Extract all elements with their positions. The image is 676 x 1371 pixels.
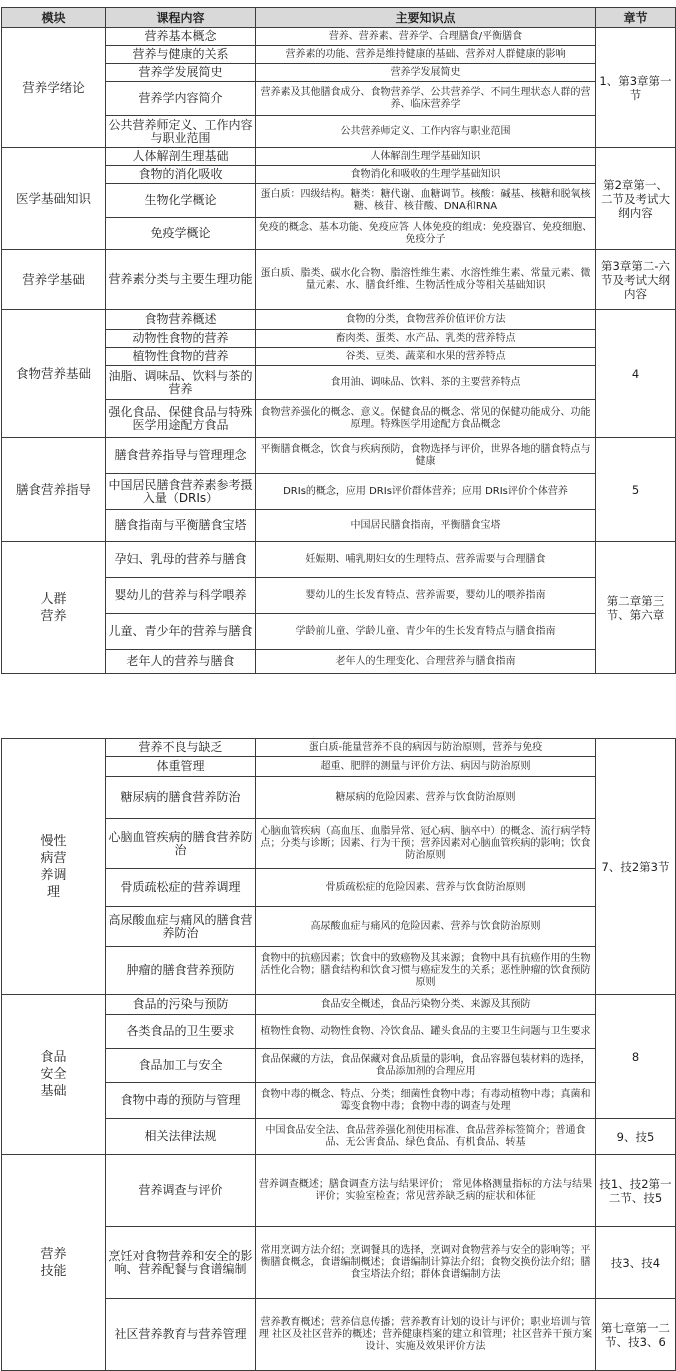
header-module: 模块 bbox=[2, 8, 106, 28]
knowledge-cell: 食物营养强化的概念、意义。保健食品的概念、常见的保健功能成分、功能原理。特殊医学用途配方食品概念 bbox=[256, 400, 596, 438]
module-cell: 营养学基础 bbox=[2, 250, 106, 310]
knowledge-cell: 食品安全概述，食品污染物分类、来源及其预防 bbox=[256, 995, 596, 1015]
course-cell: 老年人的营养与膳食 bbox=[106, 650, 256, 674]
chapter-cell: 8 bbox=[596, 995, 676, 1119]
table-row bbox=[2, 542, 676, 578]
module-cell: 营养技能 bbox=[2, 1155, 106, 1371]
course-cell: 食物营养概述 bbox=[106, 310, 256, 330]
module-cell: 人群营养 bbox=[2, 542, 106, 674]
chapter-cell: 第七章第一二节、技3、6 bbox=[596, 1299, 676, 1371]
course-cell: 中国居民膳食营养素参考摄入量（DRIs） bbox=[106, 474, 256, 510]
knowledge-cell: 糖尿病的危险因素、营养与饮食防治原则 bbox=[256, 777, 596, 819]
course-cell: 各类食品的卫生要求 bbox=[106, 1015, 256, 1049]
module-cell: 营养学绪论 bbox=[2, 28, 106, 148]
header-knowledge: 主要知识点 bbox=[256, 8, 596, 28]
course-cell: 体重管理 bbox=[106, 757, 256, 777]
knowledge-cell: 中国居民膳食指南，平衡膳食宝塔 bbox=[256, 510, 596, 542]
course-cell: 高尿酸血症与痛风的膳食营养防治 bbox=[106, 907, 256, 947]
page-gap bbox=[0, 700, 676, 738]
course-cell: 孕妇、乳母的营养与膳食 bbox=[106, 542, 256, 578]
knowledge-cell: 食用油、调味品、饮料、茶的主要营养特点 bbox=[256, 366, 596, 400]
table-row bbox=[2, 148, 676, 166]
course-cell: 营养不良与缺乏 bbox=[106, 739, 256, 757]
knowledge-cell: 食物消化和吸收的生理学基础知识 bbox=[256, 166, 596, 184]
knowledge-cell: 免疫的概念、基本功能、免疫应答 人体免疫的组成：免疫器官、免疫细胞、免疫分子 bbox=[256, 218, 596, 250]
table-row bbox=[2, 995, 676, 1015]
knowledge-cell: 营养素及其他膳食成分、食物营养学、公共营养学、不同生理状态人群的营养、临床营养学 bbox=[256, 82, 596, 116]
knowledge-cell: 食物的分类，食物营养价值评价方法 bbox=[256, 310, 596, 330]
knowledge-cell: 常用烹调方法介绍；烹调餐具的选择，烹调对食物营养与安全的影响等；平衡膳食概念，食谱编制概述；食谱编制计算法介绍；食物交换份法介绍；膳食宝塔法介绍；群体食谱编制方法 bbox=[256, 1227, 596, 1299]
course-cell: 营养与健康的关系 bbox=[106, 46, 256, 64]
chapter-cell: 技3、技4 bbox=[596, 1227, 676, 1299]
knowledge-cell: 食品保藏的方法，食品保藏对食品质量的影响，食品容器包装材料的选择，食品添加剂的合理应用 bbox=[256, 1049, 596, 1083]
table-header-row bbox=[2, 8, 676, 28]
chapter-cell: 第2章第一、二节及考试大纲内容 bbox=[596, 148, 676, 250]
chapter-cell: 7、技2第3节 bbox=[596, 739, 676, 995]
course-cell: 营养学内容简介 bbox=[106, 82, 256, 116]
knowledge-cell: 植物性食物、动物性食物、冷饮食品、罐头食品的主要卫生问题与卫生要求 bbox=[256, 1015, 596, 1049]
knowledge-cell: 心脑血管疾病（高血压、血脂异常、冠心病、脑卒中）的概念、流行病学特点；分类与诊断；因素、行为干预；营养因素对心脑血管疾病的影响；饮食防治原则 bbox=[256, 819, 596, 869]
course-cell: 儿童、青少年的营养与膳食 bbox=[106, 614, 256, 650]
knowledge-cell: 蛋白质-能量营养不良的病因与防治原则，营养与免疫 bbox=[256, 739, 596, 757]
module-cell: 膳食营养指导 bbox=[2, 438, 106, 542]
course-cell: 强化食品、保健食品与特殊医学用途配方食品 bbox=[106, 400, 256, 438]
knowledge-cell: 人体解剖生理学基础知识 bbox=[256, 148, 596, 166]
syllabus-table-2 bbox=[1, 738, 676, 1371]
knowledge-cell: DRIs的概念，应用 DRIs评价群体营养；应用 DRIs评价个体营养 bbox=[256, 474, 596, 510]
knowledge-cell: 学龄前儿童、学龄儿童、青少年的生长发育特点与膳食指南 bbox=[256, 614, 596, 650]
course-cell: 膳食指南与平衡膳食宝塔 bbox=[106, 510, 256, 542]
course-cell: 营养调查与评价 bbox=[106, 1155, 256, 1227]
knowledge-cell: 高尿酸血症与痛风的危险因素、营养与饮食防治原则 bbox=[256, 907, 596, 947]
chapter-cell: 5 bbox=[596, 438, 676, 542]
course-cell: 相关法律法规 bbox=[106, 1119, 256, 1155]
knowledge-cell: 平衡膳食概念，饮食与疾病预防，食物选择与评价，世界各地的膳食特点与健康 bbox=[256, 438, 596, 474]
course-cell: 油脂、调味品、饮料与茶的营养 bbox=[106, 366, 256, 400]
chapter-cell: 9、技5 bbox=[596, 1119, 676, 1155]
course-cell: 食物中毒的预防与管理 bbox=[106, 1083, 256, 1119]
table-row bbox=[2, 250, 676, 310]
knowledge-cell: 中国食品安全法、食品营养强化剂使用标准、食品营养标签简介；普通食品、无公害食品、绿色食品、有机食品、转基 bbox=[256, 1119, 596, 1155]
course-cell: 烹饪对食物营养和安全的影响、营养配餐与食谱编制 bbox=[106, 1227, 256, 1299]
knowledge-cell: 骨质疏松症的危险因素、营养与饮食防治原则 bbox=[256, 869, 596, 907]
course-cell: 食物的消化吸收 bbox=[106, 166, 256, 184]
chapter-cell: 第3章第二-六节及考试大纲内容 bbox=[596, 250, 676, 310]
module-cell: 食品安全基础 bbox=[2, 995, 106, 1155]
knowledge-cell: 妊娠期、哺乳期妇女的生理特点、营养需要与合理膳食 bbox=[256, 542, 596, 578]
chapter-cell: 第二章第三节、第六章 bbox=[596, 542, 676, 674]
module-cell: 医学基础知识 bbox=[2, 148, 106, 250]
knowledge-cell: 蛋白质、脂类、碳水化合物、脂溶性维生素、水溶性维生素、常量元素、微量元素、水、膳食纤维、生物活性成分等相关基础知识 bbox=[256, 250, 596, 310]
course-cell: 植物性食物的营养 bbox=[106, 348, 256, 366]
knowledge-cell: 食物中毒的概念、特点、分类；细菌性食物中毒；有毒动植物中毒；真菌和霉变食物中毒；食物中毒的调查与处理 bbox=[256, 1083, 596, 1119]
course-cell: 免疫学概论 bbox=[106, 218, 256, 250]
course-cell: 膳食营养指导与管理理念 bbox=[106, 438, 256, 474]
knowledge-cell: 超重、肥胖的测量与评价方法、病因与防治原则 bbox=[256, 757, 596, 777]
course-cell: 公共营养师定义、工作内容与职业范围 bbox=[106, 116, 256, 148]
knowledge-cell: 营养、营养素、营养学、合理膳食/平衡膳食 bbox=[256, 28, 596, 46]
knowledge-cell: 营养学发展简史 bbox=[256, 64, 596, 82]
course-cell: 人体解剖生理基础 bbox=[106, 148, 256, 166]
header-course: 课程内容 bbox=[106, 8, 256, 28]
course-cell: 生物化学概论 bbox=[106, 184, 256, 218]
knowledge-cell: 食物中的抗癌因素；饮食中的致癌物及其来源；食物中具有抗癌作用的生物活性化合物；膳食结构和饮食习惯与癌症发生的关系；恶性肿瘤的饮食预防原则 bbox=[256, 947, 596, 995]
chapter-cell: 4 bbox=[596, 310, 676, 438]
course-cell: 肿瘤的膳食营养预防 bbox=[106, 947, 256, 995]
table-row bbox=[2, 1155, 676, 1227]
knowledge-cell: 营养调查概述；膳食调查方法与结果评价； 常见体格测量指标的方法与结果评价；实验室检查；常见营养缺乏病的症状和体征 bbox=[256, 1155, 596, 1227]
knowledge-cell: 公共营养师定义、工作内容与职业范围 bbox=[256, 116, 596, 148]
module-cell: 慢性病营养调理 bbox=[2, 739, 106, 995]
course-cell: 骨质疏松症的营养调理 bbox=[106, 869, 256, 907]
course-cell: 心脑血管疾病的膳食营养防治 bbox=[106, 819, 256, 869]
course-cell: 社区营养教育与营养管理 bbox=[106, 1299, 256, 1371]
syllabus-table-1 bbox=[1, 7, 676, 674]
header-chapter: 章节 bbox=[596, 8, 676, 28]
knowledge-cell: 营养素的功能、营养是维持健康的基础、营养对人群健康的影响 bbox=[256, 46, 596, 64]
table-row bbox=[2, 310, 676, 330]
course-cell: 食品加工与安全 bbox=[106, 1049, 256, 1083]
knowledge-cell: 营养教育概述；营养信息传播；营养教育计划的设计与评价；职业培训与管理 社区及社区营养的概述；营养健康档案的建立和管理；社区营养干预方案设计、实施及效果评价方法 bbox=[256, 1299, 596, 1371]
knowledge-cell: 老年人的生理变化、合理营养与膳食指南 bbox=[256, 650, 596, 674]
table-row bbox=[2, 28, 676, 46]
chapter-cell: 技1、技2第一二节、技5 bbox=[596, 1155, 676, 1227]
course-cell: 营养学发展简史 bbox=[106, 64, 256, 82]
course-cell: 食品的污染与预防 bbox=[106, 995, 256, 1015]
course-cell: 婴幼儿的营养与科学喂养 bbox=[106, 578, 256, 614]
table-row bbox=[2, 739, 676, 757]
course-cell: 糖尿病的膳食营养防治 bbox=[106, 777, 256, 819]
module-cell: 食物营养基础 bbox=[2, 310, 106, 438]
course-cell: 营养基本概念 bbox=[106, 28, 256, 46]
course-cell: 动物性食物的营养 bbox=[106, 330, 256, 348]
knowledge-cell: 婴幼儿的生长发育特点、营养需要，婴幼儿的喂养指南 bbox=[256, 578, 596, 614]
knowledge-cell: 畜肉类、蛋类、水产品、乳类的营养特点 bbox=[256, 330, 596, 348]
course-cell: 营养素分类与主要生理功能 bbox=[106, 250, 256, 310]
knowledge-cell: 谷类、豆类、蔬菜和水果的营养特点 bbox=[256, 348, 596, 366]
chapter-cell: 1、第3章第一节 bbox=[596, 28, 676, 148]
knowledge-cell: 蛋白质：四级结构。糖类：糖代谢、血糖调节。核酸：碱基、核糖和脱氧核糖、核苷、核苷酸、DNA和RNA bbox=[256, 184, 596, 218]
table-row bbox=[2, 438, 676, 474]
